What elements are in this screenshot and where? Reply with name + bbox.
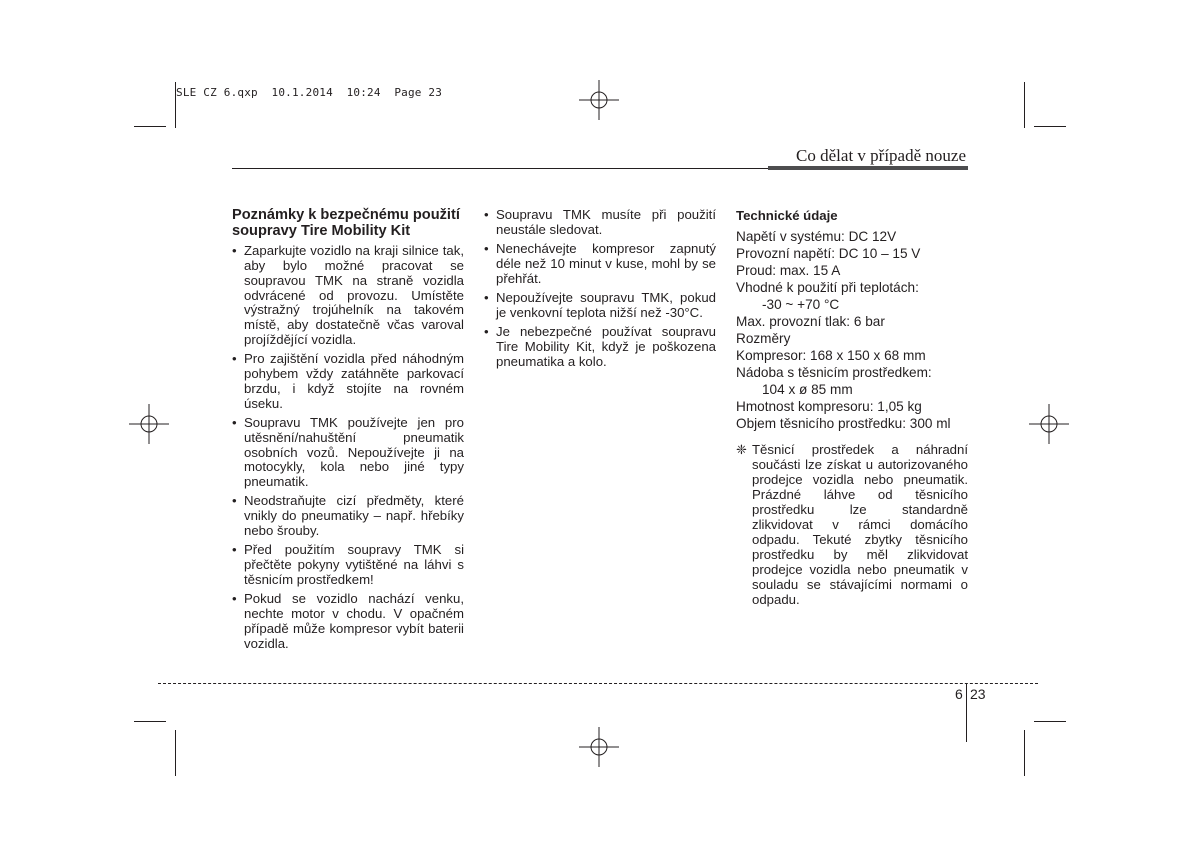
list-item — [232, 494, 464, 538]
chapter-number: 6 — [955, 686, 963, 702]
column-safety-notes — [232, 208, 464, 656]
spec-line: Vhodné k použití při teplotách: — [736, 279, 919, 295]
registration-mark-icon — [129, 404, 169, 444]
list-item-text: Pro zajištění vozidla před náhodným pohybem vždy zatáhněte parkovací brzdu, i když stojíte na rovném úseku. — [244, 351, 464, 411]
spec-line: -30 ~ +70 °C — [762, 296, 840, 312]
list-item-text: Neodstraňujte cizí předměty, které vnikly do pneumatiky – např. hřebíky nebo šrouby. — [244, 493, 464, 539]
crop-mark — [175, 730, 176, 776]
note-text: Těsnicí prostředek a náhradní součásti lze získat u autorizovaného prodejce vozidla nebo pneumatik. Prázdné láhve od těsnicího prostředku lze standardně zlikvidovat v rámci domácího odpadu. Tekuté zbytky těsnicího prostředku by měl zlikvidovat prodejce vozidla nebo pneumatik v souladu se stávajícími normami o odpadu. — [752, 441, 968, 607]
bullet-icon: • — [484, 324, 489, 340]
list-item — [484, 208, 716, 238]
list-item — [232, 592, 464, 651]
bullet-icon: • — [232, 493, 237, 509]
crop-mark — [1034, 126, 1066, 127]
list-item — [232, 352, 464, 411]
spec-line: Kompresor: 168 x 150 x 68 mm — [736, 347, 926, 363]
bullet-icon: • — [484, 289, 489, 305]
list-item — [232, 543, 464, 587]
list-item-text: Je nebezpečné používat soupravu Tire Mobility Kit, když je poškozena pneumatika a kolo. — [496, 324, 716, 369]
bullet-list — [232, 244, 464, 651]
spec-line: Proud: max. 15 A — [736, 262, 841, 278]
bullet-icon: • — [232, 591, 237, 607]
list-item — [484, 242, 716, 286]
crop-mark — [134, 126, 166, 127]
bullet-icon: • — [232, 414, 237, 430]
spec-line: Nádoba s těsnicím prostředkem: — [736, 364, 932, 380]
list-item-text: Před použitím soupravy TMK si přečtěte pokyny vytištěné na láhvi s těsnicím prostředkem! — [244, 542, 464, 587]
list-item-text: Soupravu TMK musíte při použití neustále sledovat. — [496, 207, 716, 237]
crop-mark — [134, 721, 166, 722]
bullet-icon: • — [232, 351, 237, 367]
footer-dotted-rule — [158, 683, 1038, 684]
spec-line: Hmotnost kompresoru: 1,05 kg — [736, 398, 922, 414]
crop-mark — [175, 82, 176, 128]
page-number-separator — [966, 684, 967, 742]
print-slug: SLE CZ 6.qxp 10.1.2014 10:24 Page 23 — [176, 86, 443, 99]
note-symbol-icon: ❈ — [736, 441, 748, 457]
spec-line: Rozměry — [736, 330, 791, 346]
section-heading: Technické údaje — [736, 208, 838, 223]
bullet-icon: • — [484, 241, 489, 257]
page-number: 23 — [970, 686, 986, 702]
registration-mark-icon — [1029, 404, 1069, 444]
crop-mark — [1024, 730, 1025, 776]
spec-line: 104 x ø 85 mm — [762, 381, 853, 397]
crop-mark — [1024, 82, 1025, 128]
header-rule — [232, 168, 768, 169]
crop-mark — [1034, 721, 1066, 722]
registration-mark-icon — [579, 80, 619, 120]
spec-line: Max. provozní tlak: 6 bar — [736, 313, 885, 329]
header-bar — [768, 166, 968, 170]
running-header-title: Co dělat v případě nouze — [796, 146, 966, 165]
bullet-icon: • — [232, 542, 237, 558]
bullet-icon: • — [484, 207, 489, 222]
list-item-text: Pokud se vozidlo nachází venku, nechte motor v chodu. V opačném případě může kompresor vybít baterii vozidla. — [244, 591, 464, 651]
section-heading: Poznámky k bezpečnému použití soupravy Tire Mobility Kit — [232, 207, 460, 239]
column-technical-data — [736, 208, 968, 607]
spec-line: Provozní napětí: DC 10 – 15 V — [736, 245, 921, 261]
list-item-text: Nepoužívejte soupravu TMK, pokud je venkovní teplota nižší než -30°C. — [496, 289, 716, 320]
list-item — [232, 416, 464, 490]
registration-mark-icon — [579, 727, 619, 767]
list-item — [484, 325, 716, 369]
column-safety-notes-continued — [484, 208, 716, 374]
list-item-text: Nenechávejte kompresor zapnutý déle než 10 minut v kuse, mohl by se přehřát. — [496, 241, 716, 286]
list-item — [484, 291, 716, 321]
list-item-text: Soupravu TMK používejte jen pro utěsnění/nahuštění pneumatik osobních vozů. Nepoužívejte ji na motocykly, kola nebo jiné typy pneumatik. — [244, 414, 464, 490]
bullet-icon: • — [232, 243, 237, 259]
bullet-list — [484, 208, 716, 369]
info-note — [736, 442, 968, 607]
list-item-text: Zaparkujte vozidlo na kraji silnice tak, aby bylo možné pracovat se soupravou TMK na straně vozidla odvrácené od provozu. Umístěte výstražný trojúhelník na takovém místě, aby dostatečně včas varoval projíždějící vozidla. — [244, 243, 464, 347]
list-item — [232, 244, 464, 348]
spec-line: Napětí v systému: DC 12V — [736, 228, 897, 244]
spec-line: Objem těsnicího prostředku: 300 ml — [736, 415, 951, 431]
